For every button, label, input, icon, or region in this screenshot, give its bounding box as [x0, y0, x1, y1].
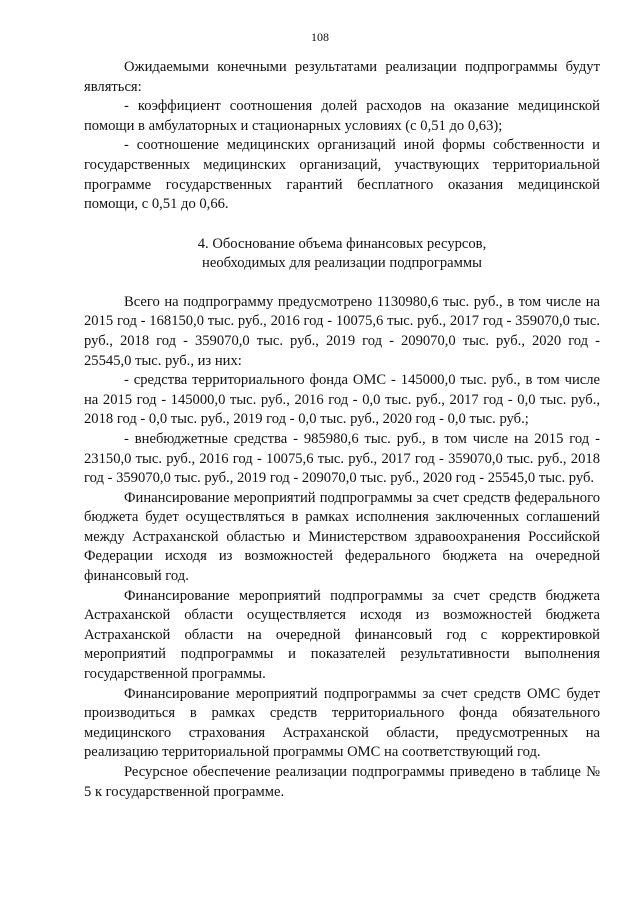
paragraph-oms-financing: Финансирование мероприятий подпрограммы за счет средств ОМС будет производиться в рамках средств территориального фонда обязательного медицинского страхования Астраханской области, предусмотренных на реализацию территориальной программы ОМС на соответствующий год. [84, 685, 600, 761]
section-heading-line-1: 4. Обоснование объема финансовых ресурсов, [197, 235, 487, 252]
page-number: 108 [311, 30, 329, 44]
paragraph-federal-financing: Финансирование мероприятий подпрограммы за счет средств федерального бюджета будет осуществляться в рамках исполнения заключенных соглашений между Астраханской областью и Министерством здравоохранения Российской Федерации исходя из возможностей федерального бюджета на очередной финансовый год. [84, 489, 600, 585]
paragraph-total-funding: Всего на подпрограмму предусмотрено 1130980,6 тыс. руб., в том числе на 2015 год - 168150,0 тыс. руб., 2016 год - 10075,6 тыс. руб., 2017 год - 359070,0 тыс. руб., 2018 год - 359070,0 тыс. руб., 2019 год - 209070,0 тыс. руб., 2020 год - 25545,0 тыс. руб., из них: [84, 293, 600, 369]
section-heading [84, 235, 600, 273]
paragraph-extra-budget-funds: - внебюджетные средства - 985980,6 тыс. руб., в том числе на 2015 год - 23150,0 тыс. руб., 2016 год - 10075,6 тыс. руб., 2017 год - 359070,0 тыс. руб., 2018 год - 359070,0 тыс. руб., 2019 год - 209070,0 тыс. руб., 2020 год - 25545,0 тыс. руб. [84, 430, 600, 487]
bullet-ratio-costs: - коэффициент соотношения долей расходов на оказание медицинской помощи в амбулаторных и стационарных условиях (с 0,51 до 0,63); [84, 98, 600, 134]
intro-paragraph: Ожидаемыми конечными результатами реализации подпрограммы будут являться: [84, 59, 600, 95]
bullet-ratio-organizations: - соотношение медицинских организаций иной формы собственности и государственных медицинских организаций, участвующих территориальной программе государственных гарантий бесплатного оказания медицинской помощи, с 0,51 до 0,66. [84, 137, 600, 213]
paragraph-regional-financing: Финансирование мероприятий подпрограммы за счет средств бюджета Астраханской области осуществляется исходя из возможностей бюджета Астраханской области на очередной финансовый год с корректировкой мероприятий подпрограммы и показателей результативности выполнения государственной программы. [84, 587, 600, 683]
paragraph-resource-provision: Ресурсное обеспечение реализации подпрограммы приведено в таблице № 5 к государственной программе. [84, 764, 600, 800]
document-body [84, 58, 600, 802]
section-heading-line-2: необходимых для реализации подпрограммы [202, 254, 482, 271]
paragraph-oms-funds: - средства территориального фонда ОМС - 145000,0 тыс. руб., в том числе на 2015 год - 145000,0 тыс. руб., 2016 год - 0,0 тыс. руб., 2017 год - 0,0 тыс. руб., 2018 год - 0,0 тыс. руб., 2019 год - 0,0 тыс. руб., 2020 год - 0,0 тыс. руб.; [84, 372, 600, 428]
